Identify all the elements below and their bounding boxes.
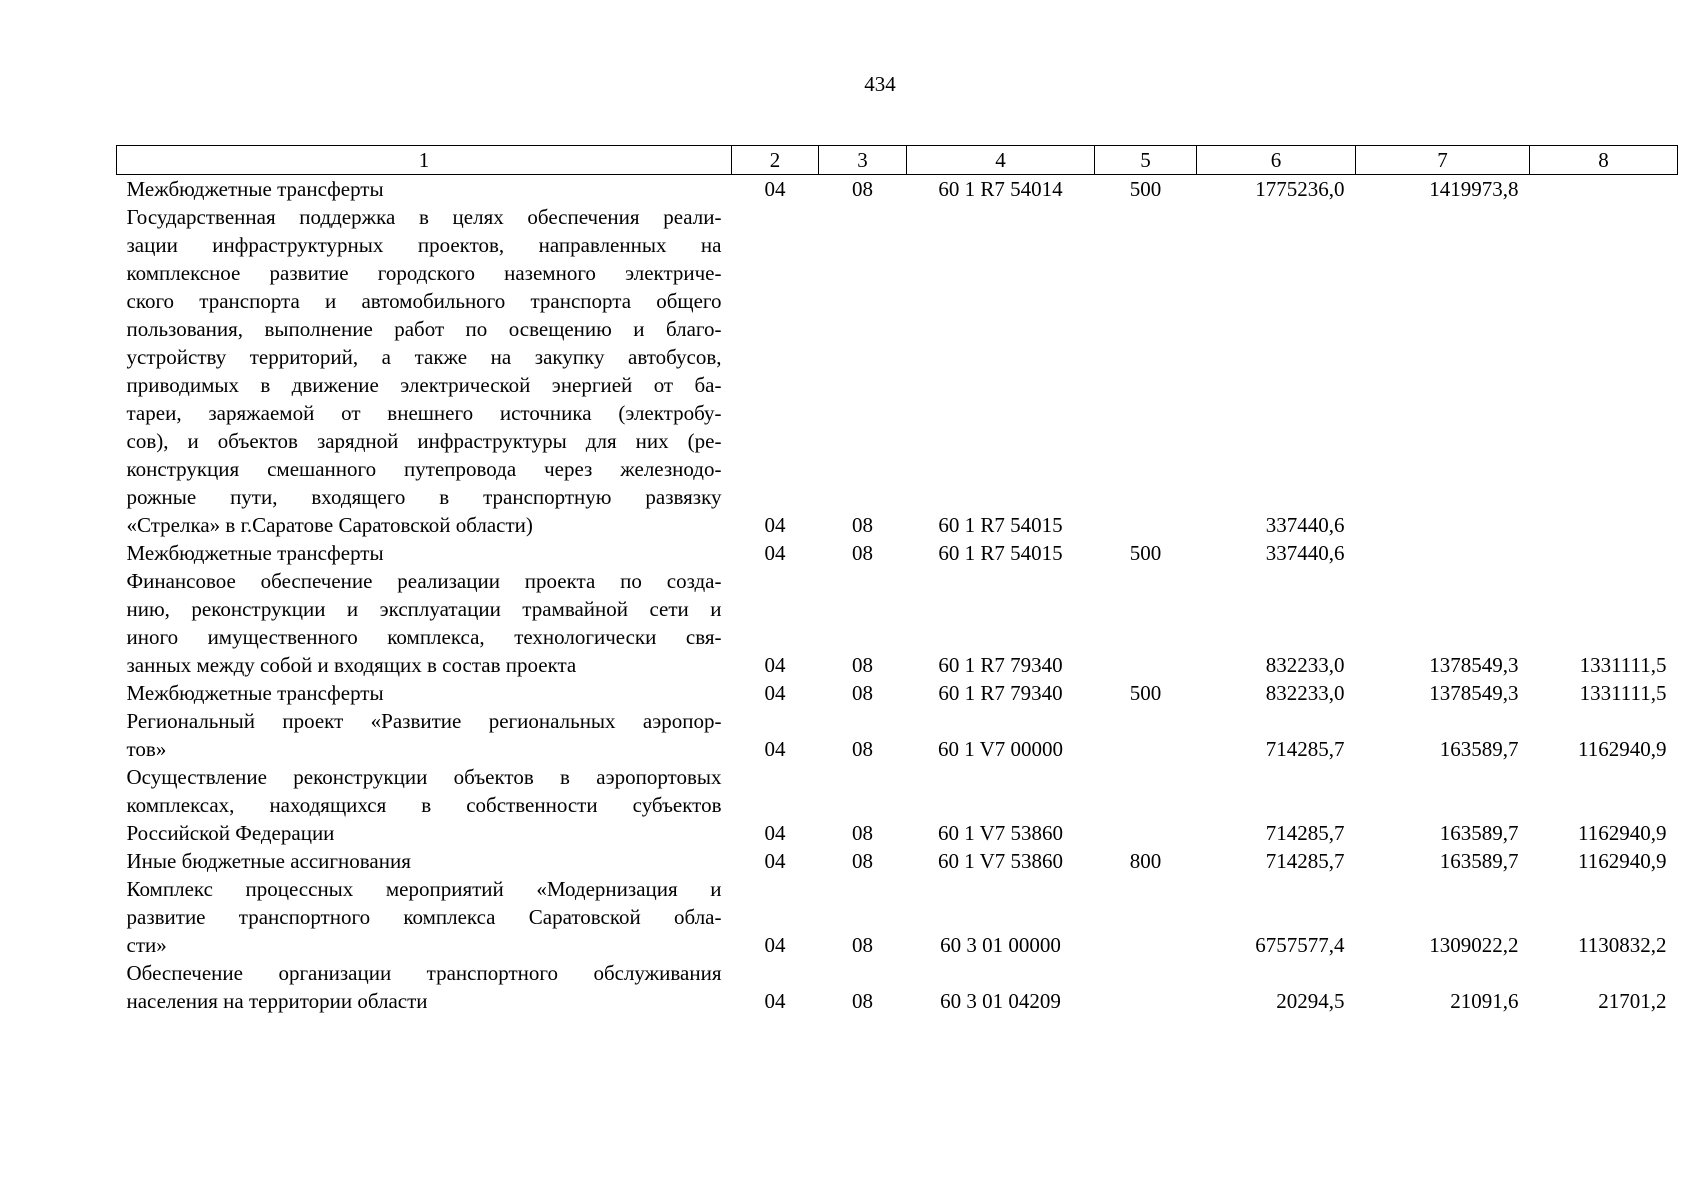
description-line: Межбюджетные трансферты <box>126 541 384 565</box>
amount-col-8: 1162940,9 <box>1578 737 1667 761</box>
subsection-code: 08 <box>852 177 873 201</box>
table-row <box>117 875 1678 959</box>
subsection-code: 08 <box>852 541 873 565</box>
section-code: 04 <box>764 989 786 1013</box>
amount-col-7: 163589,7 <box>1439 821 1519 845</box>
description-line: комплексное развитие городского наземного электриче- <box>126 261 722 285</box>
target-article-code: 60 1 V7 53860 <box>937 821 1064 845</box>
description-line: тов» <box>126 737 167 761</box>
table-row <box>117 567 1678 679</box>
amount-col-8 <box>1530 539 1678 567</box>
header-col-1: 1 <box>117 146 732 175</box>
subsection-code: 08 <box>852 513 873 537</box>
target-article-code: 60 3 01 00000 <box>940 933 1061 957</box>
row-description <box>117 959 732 1015</box>
expense-type-code: 800 <box>1129 849 1162 873</box>
description-line: Государственная поддержка в целях обеспечения реали- <box>126 205 722 229</box>
description-line: Межбюджетные трансферты <box>126 681 384 705</box>
table-body <box>117 175 1678 1016</box>
description-line: Финансовое обеспечение реализации проекта по созда- <box>126 569 722 593</box>
section-code: 04 <box>764 541 786 565</box>
description-line: сов), и объектов зарядной инфраструктуры для них (ре- <box>126 429 722 453</box>
description-line: иного имущественного комплекса, технологически свя- <box>126 625 722 649</box>
header-col-6: 6 <box>1197 146 1356 175</box>
description-line: развитие транспортного комплекса Саратовской обла- <box>126 905 722 929</box>
expense-type-code: 500 <box>1129 681 1162 705</box>
amount-col-7: 21091,6 <box>1450 989 1519 1013</box>
amount-col-6: 714285,7 <box>1265 737 1345 761</box>
subsection-code: 08 <box>852 821 873 845</box>
section-code: 04 <box>764 653 786 677</box>
expense-type-code: 500 <box>1129 541 1162 565</box>
amount-col-7 <box>1356 539 1530 567</box>
expense-type-code <box>1095 875 1197 959</box>
amount-col-6: 337440,6 <box>1265 513 1345 537</box>
row-description <box>117 539 732 567</box>
target-article-code: 60 3 01 04209 <box>940 989 1061 1013</box>
amount-col-6: 6757577,4 <box>1255 933 1345 957</box>
amount-col-7: 1309022,2 <box>1429 933 1519 957</box>
table-row <box>117 847 1678 875</box>
amount-col-6: 714285,7 <box>1265 849 1345 873</box>
subsection-code: 08 <box>852 933 873 957</box>
amount-col-8 <box>1530 175 1678 204</box>
table-header <box>117 146 1678 175</box>
header-col-3: 3 <box>819 146 907 175</box>
expense-type-code: 500 <box>1129 177 1162 201</box>
page-number: 434 <box>864 72 896 96</box>
header-col-4: 4 <box>907 146 1095 175</box>
description-line: Обеспечение организации транспортного обслуживания <box>126 961 722 985</box>
description-line: комплексах, находящихся в собственности субъектов <box>126 793 722 817</box>
amount-col-8: 1331111,5 <box>1579 653 1667 677</box>
amount-col-6: 832233,0 <box>1265 681 1345 705</box>
row-description <box>117 847 732 875</box>
description-line: Российской Федерации <box>126 821 335 845</box>
amount-col-8: 21701,2 <box>1598 989 1667 1013</box>
target-article-code: 60 1 R7 54015 <box>938 541 1063 565</box>
description-line: Межбюджетные трансферты <box>126 177 384 201</box>
target-article-code: 60 1 V7 53860 <box>937 849 1064 873</box>
description-line: нию, реконструкции и эксплуатации трамвайной сети и <box>126 597 722 621</box>
amount-col-6: 1775236,0 <box>1255 177 1345 201</box>
subsection-code: 08 <box>852 653 873 677</box>
table-row <box>117 175 1678 204</box>
subsection-code: 08 <box>852 849 873 873</box>
row-description <box>117 567 732 679</box>
table-row <box>117 679 1678 707</box>
row-description <box>117 203 732 539</box>
row-description <box>117 707 732 763</box>
expense-type-code <box>1095 203 1197 539</box>
description-line: конструкция смешанного путепровода через железнодо- <box>126 457 722 481</box>
row-description <box>117 875 732 959</box>
header-col-8: 8 <box>1530 146 1678 175</box>
description-line: Осуществление реконструкции объектов в аэропортовых <box>126 765 722 789</box>
description-line: занных между собой и входящих в состав проекта <box>126 653 577 677</box>
row-description <box>117 175 732 204</box>
header-col-2: 2 <box>732 146 819 175</box>
subsection-code: 08 <box>852 737 873 761</box>
row-description <box>117 763 732 847</box>
target-article-code: 60 1 R7 79340 <box>938 653 1063 677</box>
target-article-code: 60 1 R7 54015 <box>938 513 1063 537</box>
section-code: 04 <box>764 177 786 201</box>
amount-col-7 <box>1356 203 1530 539</box>
section-code: 04 <box>764 681 786 705</box>
subsection-code: 08 <box>852 681 873 705</box>
amount-col-6: 337440,6 <box>1265 541 1345 565</box>
amount-col-6: 20294,5 <box>1276 989 1345 1013</box>
description-line: «Стрелка» в г.Саратове Саратовской области) <box>126 513 533 537</box>
amount-col-8: 1162940,9 <box>1578 849 1667 873</box>
target-article-code: 60 1 V7 00000 <box>937 737 1064 761</box>
section-code: 04 <box>764 849 786 873</box>
description-line: Иные бюджетные ассигнования <box>126 849 411 873</box>
expense-type-code <box>1095 567 1197 679</box>
amount-col-7: 1378549,3 <box>1429 681 1519 705</box>
section-code: 04 <box>764 821 786 845</box>
description-line: Комплекс процессных мероприятий «Модернизация и <box>126 877 722 901</box>
description-line: сти» <box>126 933 167 957</box>
description-line: зации инфраструктурных проектов, направленных на <box>126 233 722 257</box>
header-col-5: 5 <box>1095 146 1197 175</box>
header-col-7: 7 <box>1356 146 1530 175</box>
amount-col-6: 832233,0 <box>1265 653 1345 677</box>
description-line: тареи, заряжаемой от внешнего источника (электробу- <box>126 401 722 425</box>
row-description <box>117 679 732 707</box>
table-row <box>117 707 1678 763</box>
expense-type-code <box>1095 707 1197 763</box>
amount-col-7: 1419973,8 <box>1429 177 1519 201</box>
target-article-code: 60 1 R7 79340 <box>938 681 1063 705</box>
budget-table <box>116 145 1678 1015</box>
table-row <box>117 203 1678 539</box>
subsection-code: 08 <box>852 989 873 1013</box>
expense-type-code <box>1095 763 1197 847</box>
description-line: ского транспорта и автомобильного транспорта общего <box>126 289 722 313</box>
amount-col-8: 1331111,5 <box>1579 681 1667 705</box>
amount-col-7: 163589,7 <box>1439 849 1519 873</box>
section-code: 04 <box>764 933 786 957</box>
description-line: приводимых в движение электрической энергией от ба- <box>126 373 722 397</box>
table-row <box>117 539 1678 567</box>
description-line: пользования, выполнение работ по освещению и благо- <box>126 317 722 341</box>
target-article-code: 60 1 R7 54014 <box>938 177 1063 201</box>
amount-col-7: 163589,7 <box>1439 737 1519 761</box>
table-row <box>117 763 1678 847</box>
description-line: рожные пути, входящего в транспортную развязку <box>126 485 722 509</box>
section-code: 04 <box>764 513 786 537</box>
amount-col-8: 1162940,9 <box>1578 821 1667 845</box>
description-line: Региональный проект «Развитие региональных аэропор- <box>126 709 722 733</box>
amount-col-7: 1378549,3 <box>1429 653 1519 677</box>
expense-type-code <box>1095 959 1197 1015</box>
amount-col-8: 1130832,2 <box>1578 933 1667 957</box>
amount-col-6: 714285,7 <box>1265 821 1345 845</box>
table-row <box>117 959 1678 1015</box>
section-code: 04 <box>764 737 786 761</box>
amount-col-8 <box>1530 203 1678 539</box>
description-line: устройству территорий, а также на закупку автобусов, <box>126 345 722 369</box>
description-line: населения на территории области <box>126 989 428 1013</box>
